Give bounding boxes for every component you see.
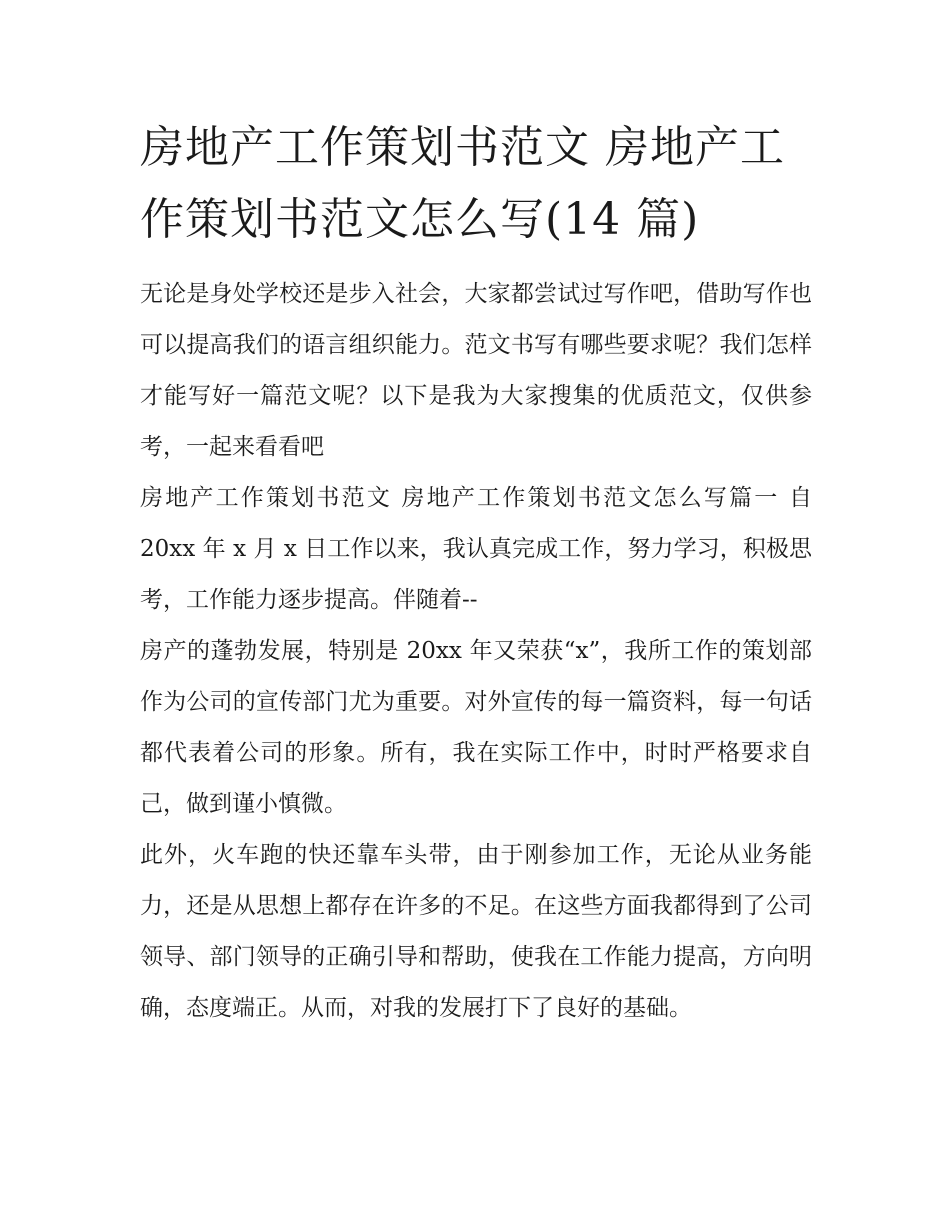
paragraph-2: 房产的蓬勃发展，特别是 20xx 年又荣获“x”，我所工作的策划部作为公司的宣传部门尤为重要。对外宣传的每一篇资料，每一句话都代表着公司的形象。所有，我在实际工作中，时时严格要求自己，做到谨小慎微。 [140, 638, 812, 817]
paragraph-intro: 无论是身处学校还是步入社会，大家都尝试过写作吧，借助写作也可以提高我们的语言组织能力。范文书写有哪些要求呢？我们怎样才能写好一篇范文呢？以下是我为大家搜集的优质范文，仅供参考，一起来看看吧 [140, 281, 812, 460]
paragraph-1: 房地产工作策划书范文 房地产工作策划书范文怎么写篇一 自 20xx 年 x 月 x 日工作以来，我认真完成工作，努力学习，积极思考，工作能力逐步提高。伴随着-- [140, 485, 812, 613]
document-page [140, 112, 812, 1034]
document-title: 房地产工作策划书范文 房地产工作策划书范文怎么写(14 篇) [140, 122, 785, 245]
paragraph-3: 此外，火车跑的快还靠车头带，由于刚参加工作，无论从业务能力，还是从思想上都存在许多的不足。在这些方面我都得到了公司领导、部门领导的正确引导和帮助，使我在工作能力提高，方向明确，态度端正。从而，对我的发展打下了良好的基础。 [140, 842, 812, 1021]
